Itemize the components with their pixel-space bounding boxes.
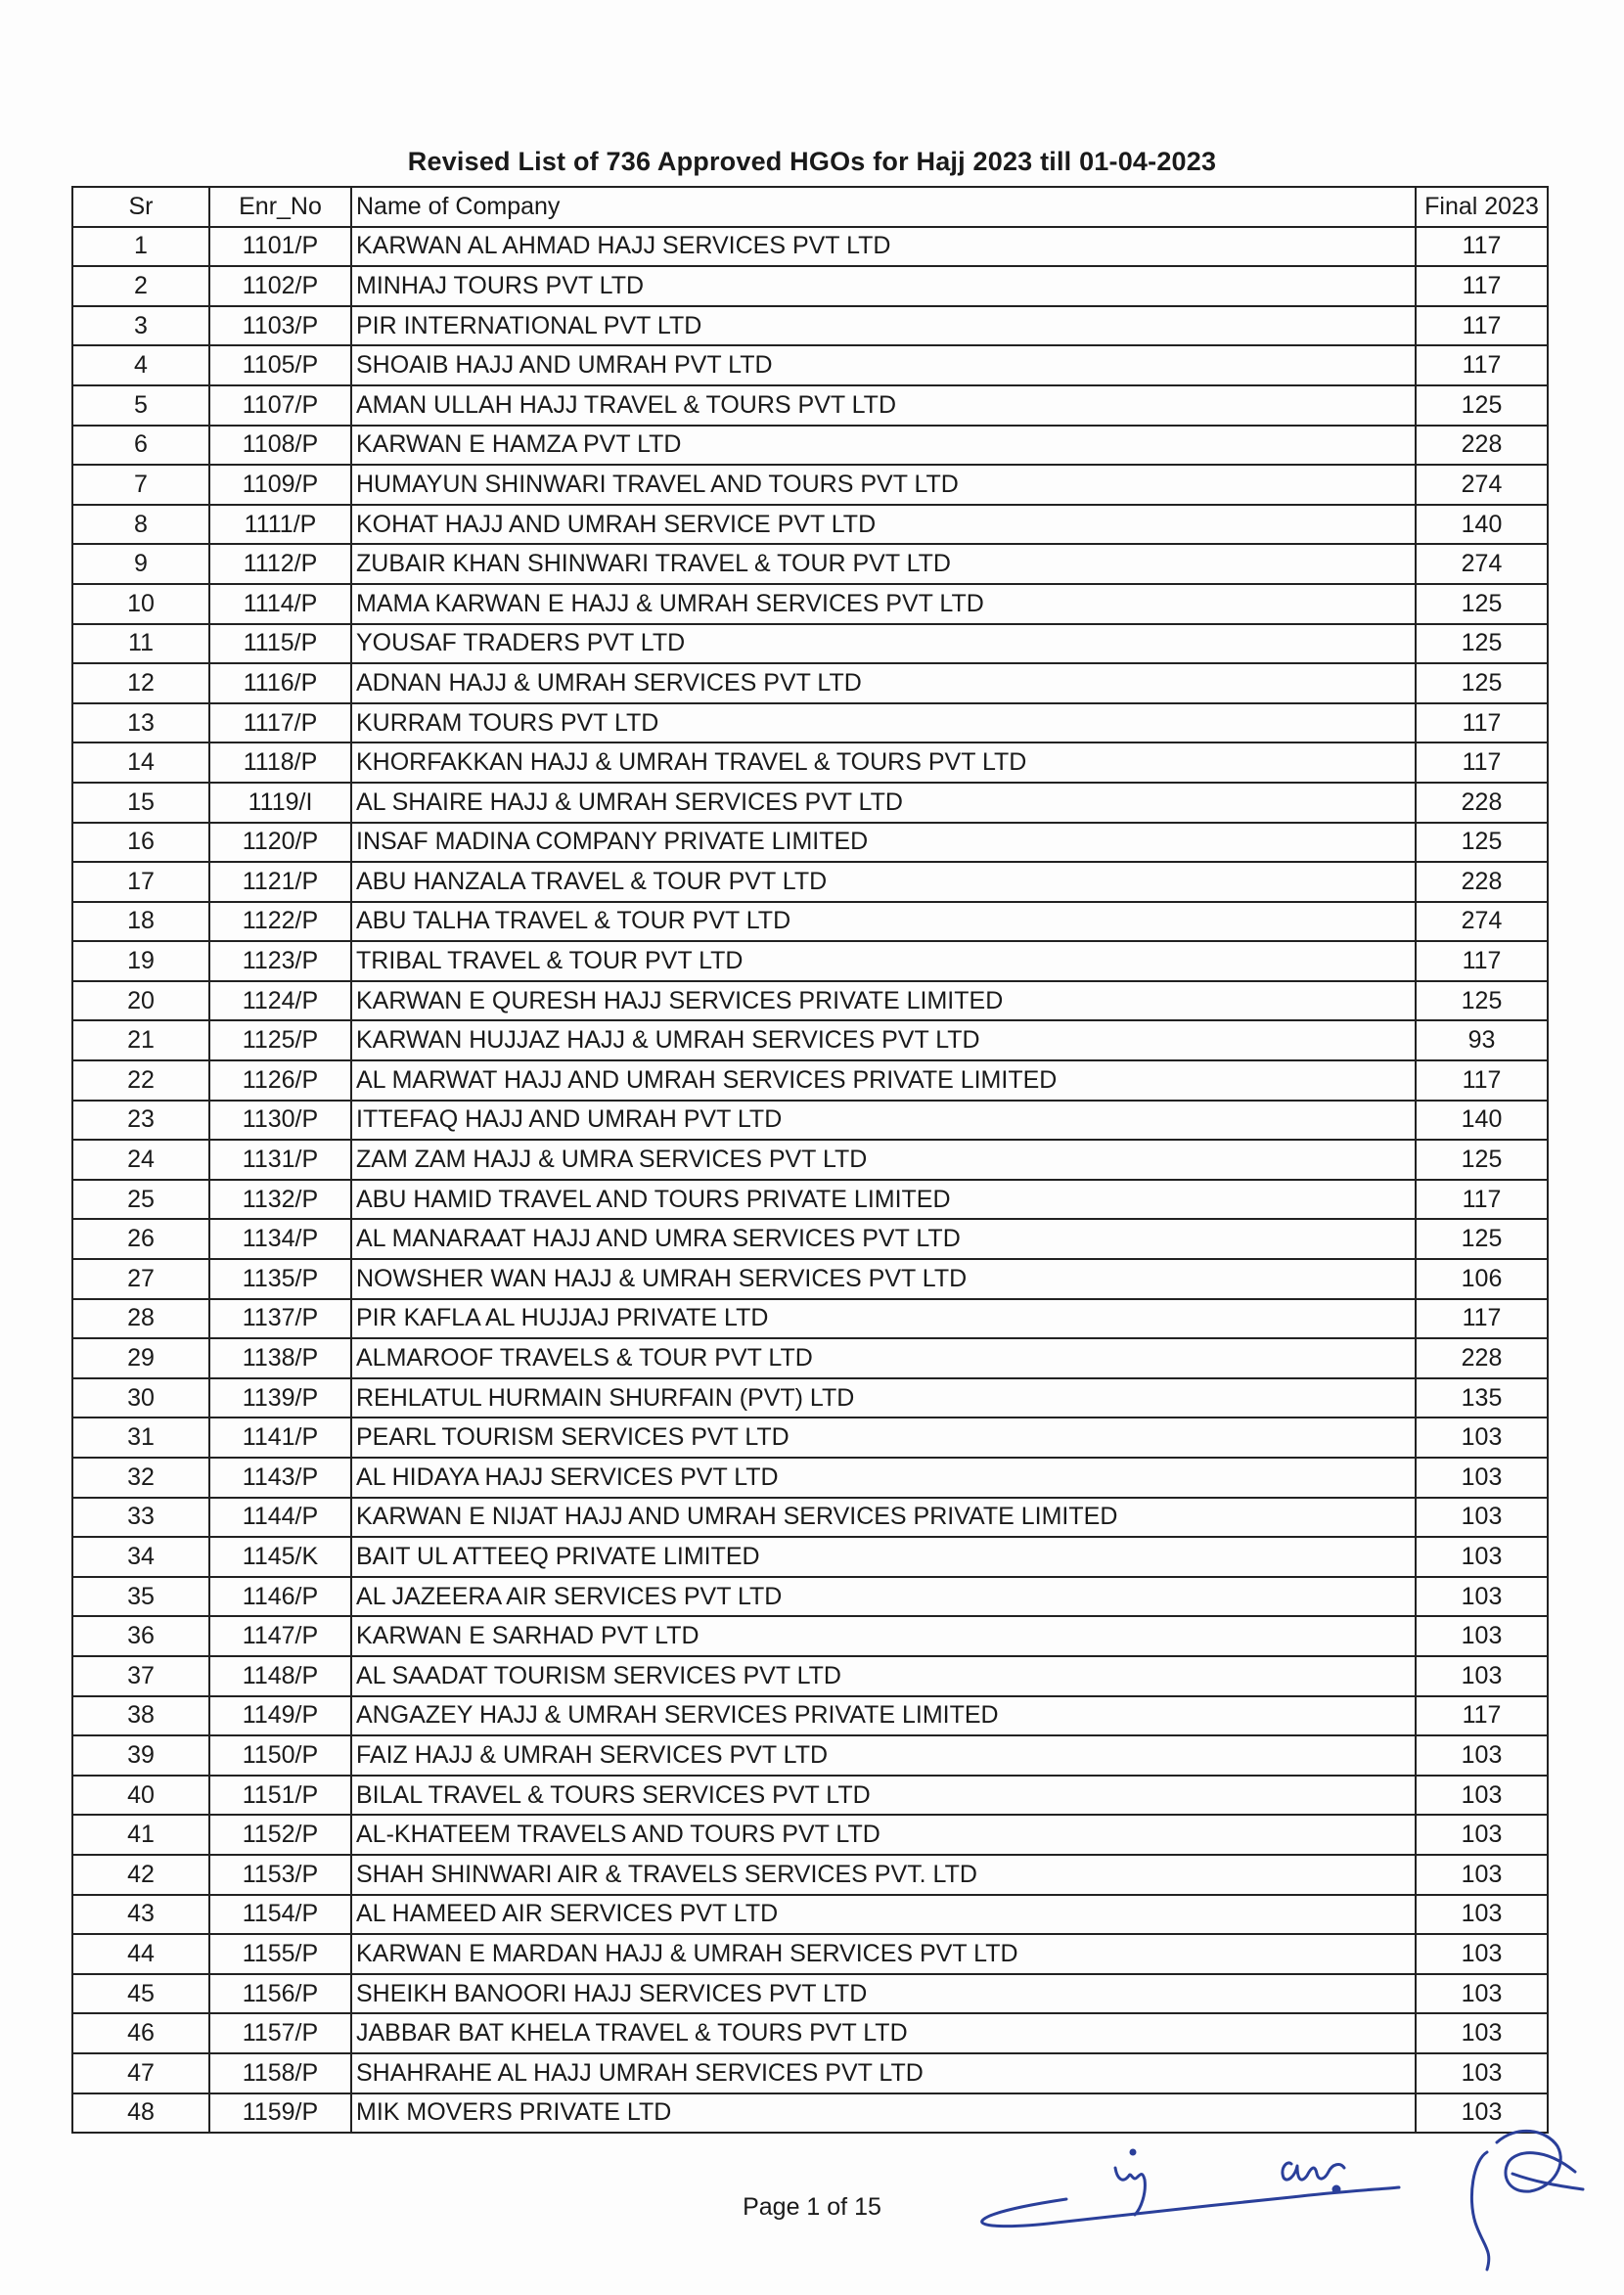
cell-enr-no: 1109/P — [209, 465, 351, 505]
cell-enr-no: 1154/P — [209, 1895, 351, 1935]
cell-company-name: KARWAN AL AHMAD HAJJ SERVICES PVT LTD — [351, 227, 1416, 267]
table-row — [72, 306, 1548, 346]
cell-sr: 38 — [72, 1696, 209, 1736]
cell-company-name: AL MANARAAT HAJJ AND UMRA SERVICES PVT LTD — [351, 1219, 1416, 1259]
column-header-company-name: Name of Company — [351, 187, 1416, 227]
cell-enr-no: 1159/P — [209, 2093, 351, 2134]
cell-enr-no: 1143/P — [209, 1458, 351, 1498]
cell-enr-no: 1103/P — [209, 306, 351, 346]
table-row — [72, 1855, 1548, 1895]
table-row — [72, 1418, 1548, 1458]
table-row — [72, 902, 1548, 942]
signature-stroke — [1471, 2152, 1488, 2270]
cell-sr: 35 — [72, 1577, 209, 1617]
cell-final-2023: 125 — [1416, 981, 1548, 1021]
cell-company-name: AMAN ULLAH HAJJ TRAVEL & TOURS PVT LTD — [351, 385, 1416, 426]
cell-enr-no: 1122/P — [209, 902, 351, 942]
cell-company-name: KARWAN E HAMZA PVT LTD — [351, 426, 1416, 466]
cell-company-name: JABBAR BAT KHELA TRAVEL & TOURS PVT LTD — [351, 2013, 1416, 2053]
cell-company-name: KARWAN E MARDAN HAJJ & UMRAH SERVICES PVT LTD — [351, 1934, 1416, 1974]
table-row — [72, 2053, 1548, 2093]
cell-final-2023: 135 — [1416, 1378, 1548, 1418]
cell-enr-no: 1118/P — [209, 742, 351, 783]
cell-enr-no: 1107/P — [209, 385, 351, 426]
cell-enr-no: 1108/P — [209, 426, 351, 466]
page-number: Page 1 of 15 — [743, 2193, 881, 2221]
cell-final-2023: 228 — [1416, 862, 1548, 902]
table-row — [72, 1537, 1548, 1577]
cell-company-name: KURRAM TOURS PVT LTD — [351, 703, 1416, 743]
cell-company-name: ADNAN HAJJ & UMRAH SERVICES PVT LTD — [351, 663, 1416, 703]
cell-enr-no: 1144/P — [209, 1498, 351, 1538]
cell-sr: 15 — [72, 783, 209, 823]
cell-sr: 47 — [72, 2053, 209, 2093]
cell-company-name: SHAHRAHE AL HAJJ UMRAH SERVICES PVT LTD — [351, 2053, 1416, 2093]
cell-sr: 17 — [72, 862, 209, 902]
table-row — [72, 1934, 1548, 1974]
table-row — [72, 1140, 1548, 1180]
cell-enr-no: 1126/P — [209, 1060, 351, 1101]
column-header-enr-no: Enr_No — [209, 187, 351, 227]
cell-company-name: PEARL TOURISM SERVICES PVT LTD — [351, 1418, 1416, 1458]
cell-enr-no: 1130/P — [209, 1101, 351, 1141]
cell-final-2023: 103 — [1416, 1895, 1548, 1935]
cell-sr: 8 — [72, 505, 209, 545]
cell-company-name: ZAM ZAM HAJJ & UMRA SERVICES PVT LTD — [351, 1140, 1416, 1180]
cell-enr-no: 1139/P — [209, 1378, 351, 1418]
cell-sr: 21 — [72, 1020, 209, 1060]
table-row — [72, 1180, 1548, 1220]
cell-final-2023: 125 — [1416, 663, 1548, 703]
cell-final-2023: 117 — [1416, 941, 1548, 981]
cell-final-2023: 125 — [1416, 1219, 1548, 1259]
cell-company-name: INSAF MADINA COMPANY PRIVATE LIMITED — [351, 823, 1416, 863]
table-row — [72, 823, 1548, 863]
cell-sr: 11 — [72, 624, 209, 664]
cell-final-2023: 117 — [1416, 227, 1548, 267]
cell-final-2023: 125 — [1416, 1140, 1548, 1180]
cell-enr-no: 1149/P — [209, 1696, 351, 1736]
cell-company-name: ZUBAIR KHAN SHINWARI TRAVEL & TOUR PVT LTD — [351, 544, 1416, 584]
cell-sr: 34 — [72, 1537, 209, 1577]
cell-enr-no: 1102/P — [209, 266, 351, 306]
cell-final-2023: 103 — [1416, 1458, 1548, 1498]
cell-enr-no: 1153/P — [209, 1855, 351, 1895]
cell-enr-no: 1115/P — [209, 624, 351, 664]
table-row — [72, 584, 1548, 624]
cell-company-name: AL MARWAT HAJJ AND UMRAH SERVICES PRIVATE LIMITED — [351, 1060, 1416, 1101]
cell-company-name: KARWAN E QURESH HAJJ SERVICES PRIVATE LIMITED — [351, 981, 1416, 1021]
cell-final-2023: 103 — [1416, 1735, 1548, 1776]
table-row — [72, 742, 1548, 783]
cell-final-2023: 103 — [1416, 1616, 1548, 1656]
cell-sr: 46 — [72, 2013, 209, 2053]
cell-company-name: BAIT UL ATTEEQ PRIVATE LIMITED — [351, 1537, 1416, 1577]
cell-enr-no: 1156/P — [209, 1974, 351, 2014]
cell-sr: 48 — [72, 2093, 209, 2134]
table-row — [72, 1219, 1548, 1259]
table-row — [72, 624, 1548, 664]
table-row — [72, 2013, 1548, 2053]
cell-sr: 4 — [72, 345, 209, 385]
cell-company-name: MAMA KARWAN E HAJJ & UMRAH SERVICES PVT LTD — [351, 584, 1416, 624]
table-row — [72, 663, 1548, 703]
cell-final-2023: 125 — [1416, 385, 1548, 426]
cell-sr: 7 — [72, 465, 209, 505]
cell-final-2023: 228 — [1416, 783, 1548, 823]
cell-enr-no: 1117/P — [209, 703, 351, 743]
cell-final-2023: 117 — [1416, 742, 1548, 783]
cell-sr: 20 — [72, 981, 209, 1021]
column-header-final-2023: Final 2023 — [1416, 187, 1548, 227]
cell-sr: 40 — [72, 1776, 209, 1816]
cell-final-2023: 125 — [1416, 624, 1548, 664]
table-row — [72, 862, 1548, 902]
table-row — [72, 981, 1548, 1021]
cell-enr-no: 1124/P — [209, 981, 351, 1021]
cell-final-2023: 103 — [1416, 1815, 1548, 1855]
cell-enr-no: 1123/P — [209, 941, 351, 981]
cell-enr-no: 1125/P — [209, 1020, 351, 1060]
table-row — [72, 505, 1548, 545]
table-row — [72, 465, 1548, 505]
cell-sr: 16 — [72, 823, 209, 863]
cell-company-name: REHLATUL HURMAIN SHURFAIN (PVT) LTD — [351, 1378, 1416, 1418]
cell-sr: 31 — [72, 1418, 209, 1458]
cell-company-name: ABU TALHA TRAVEL & TOUR PVT LTD — [351, 902, 1416, 942]
cell-company-name: KHORFAKKAN HAJJ & UMRAH TRAVEL & TOURS PVT LTD — [351, 742, 1416, 783]
cell-company-name: ANGAZEY HAJJ & UMRAH SERVICES PRIVATE LIMITED — [351, 1696, 1416, 1736]
cell-final-2023: 103 — [1416, 2053, 1548, 2093]
cell-company-name: PIR KAFLA AL HUJJAJ PRIVATE LTD — [351, 1299, 1416, 1339]
cell-final-2023: 228 — [1416, 426, 1548, 466]
table-row — [72, 345, 1548, 385]
cell-final-2023: 103 — [1416, 2093, 1548, 2134]
cell-final-2023: 274 — [1416, 544, 1548, 584]
table-row — [72, 1895, 1548, 1935]
cell-final-2023: 106 — [1416, 1259, 1548, 1299]
cell-sr: 19 — [72, 941, 209, 981]
cell-company-name: BILAL TRAVEL & TOURS SERVICES PVT LTD — [351, 1776, 1416, 1816]
cell-final-2023: 103 — [1416, 1656, 1548, 1696]
cell-company-name: KARWAN E NIJAT HAJJ AND UMRAH SERVICES PRIVATE LIMITED — [351, 1498, 1416, 1538]
cell-enr-no: 1105/P — [209, 345, 351, 385]
cell-sr: 28 — [72, 1299, 209, 1339]
cell-sr: 44 — [72, 1934, 209, 1974]
cell-company-name: NOWSHER WAN HAJJ & UMRAH SERVICES PVT LTD — [351, 1259, 1416, 1299]
cell-final-2023: 103 — [1416, 2013, 1548, 2053]
table-row — [72, 1616, 1548, 1656]
cell-sr: 25 — [72, 1180, 209, 1220]
cell-final-2023: 117 — [1416, 1299, 1548, 1339]
cell-company-name: MIK MOVERS PRIVATE LTD — [351, 2093, 1416, 2134]
cell-final-2023: 140 — [1416, 1101, 1548, 1141]
cell-sr: 33 — [72, 1498, 209, 1538]
table-row — [72, 1338, 1548, 1378]
table-row — [72, 1259, 1548, 1299]
cell-final-2023: 103 — [1416, 1974, 1548, 2014]
cell-sr: 41 — [72, 1815, 209, 1855]
cell-company-name: MINHAJ TOURS PVT LTD — [351, 266, 1416, 306]
cell-sr: 32 — [72, 1458, 209, 1498]
cell-enr-no: 1146/P — [209, 1577, 351, 1617]
cell-enr-no: 1137/P — [209, 1299, 351, 1339]
cell-company-name: SHAH SHINWARI AIR & TRAVELS SERVICES PVT. LTD — [351, 1855, 1416, 1895]
cell-sr: 45 — [72, 1974, 209, 2014]
cell-enr-no: 1138/P — [209, 1338, 351, 1378]
cell-sr: 37 — [72, 1656, 209, 1696]
cell-company-name: KOHAT HAJJ AND UMRAH SERVICE PVT LTD — [351, 505, 1416, 545]
cell-sr: 22 — [72, 1060, 209, 1101]
document-title: Revised List of 736 Approved HGOs for Hajj 2023 till 01-04-2023 — [407, 147, 1217, 176]
table-row — [72, 1299, 1548, 1339]
cell-company-name: ABU HANZALA TRAVEL & TOUR PVT LTD — [351, 862, 1416, 902]
cell-enr-no: 1151/P — [209, 1776, 351, 1816]
table-row — [72, 1060, 1548, 1101]
table-row — [72, 227, 1548, 267]
table-header-row — [72, 187, 1548, 227]
cell-company-name: KARWAN E SARHAD PVT LTD — [351, 1616, 1416, 1656]
cell-final-2023: 117 — [1416, 703, 1548, 743]
table-row — [72, 544, 1548, 584]
table-row — [72, 1020, 1548, 1060]
table-row — [72, 1735, 1548, 1776]
cell-final-2023: 117 — [1416, 306, 1548, 346]
cell-final-2023: 228 — [1416, 1338, 1548, 1378]
cell-sr: 5 — [72, 385, 209, 426]
cell-sr: 10 — [72, 584, 209, 624]
cell-final-2023: 103 — [1416, 1934, 1548, 1974]
cell-enr-no: 1145/K — [209, 1537, 351, 1577]
cell-company-name: ALMAROOF TRAVELS & TOUR PVT LTD — [351, 1338, 1416, 1378]
table-row — [72, 426, 1548, 466]
cell-company-name: PIR INTERNATIONAL PVT LTD — [351, 306, 1416, 346]
cell-sr: 13 — [72, 703, 209, 743]
table-row — [72, 703, 1548, 743]
cell-enr-no: 1150/P — [209, 1735, 351, 1776]
cell-enr-no: 1116/P — [209, 663, 351, 703]
cell-enr-no: 1134/P — [209, 1219, 351, 1259]
table-row — [72, 1498, 1548, 1538]
cell-company-name: AL JAZEERA AIR SERVICES PVT LTD — [351, 1577, 1416, 1617]
table-row — [72, 266, 1548, 306]
cell-company-name: AL HAMEED AIR SERVICES PVT LTD — [351, 1895, 1416, 1935]
cell-enr-no: 1111/P — [209, 505, 351, 545]
cell-company-name: AL SAADAT TOURISM SERVICES PVT LTD — [351, 1656, 1416, 1696]
cell-final-2023: 103 — [1416, 1776, 1548, 1816]
table-row — [72, 941, 1548, 981]
cell-final-2023: 103 — [1416, 1418, 1548, 1458]
cell-sr: 43 — [72, 1895, 209, 1935]
cell-enr-no: 1158/P — [209, 2053, 351, 2093]
table-row — [72, 1458, 1548, 1498]
cell-sr: 23 — [72, 1101, 209, 1141]
cell-enr-no: 1112/P — [209, 544, 351, 584]
table-row — [72, 783, 1548, 823]
table-row — [72, 1815, 1548, 1855]
cell-company-name: KARWAN HUJJAZ HAJJ & UMRAH SERVICES PVT LTD — [351, 1020, 1416, 1060]
cell-final-2023: 103 — [1416, 1855, 1548, 1895]
table-row — [72, 385, 1548, 426]
column-header-sr: Sr — [72, 187, 209, 227]
cell-company-name: AL-KHATEEM TRAVELS AND TOURS PVT LTD — [351, 1815, 1416, 1855]
cell-enr-no: 1114/P — [209, 584, 351, 624]
cell-enr-no: 1101/P — [209, 227, 351, 267]
cell-sr: 9 — [72, 544, 209, 584]
cell-company-name: YOUSAF TRADERS PVT LTD — [351, 624, 1416, 664]
cell-final-2023: 125 — [1416, 823, 1548, 863]
cell-sr: 2 — [72, 266, 209, 306]
cell-enr-no: 1119/I — [209, 783, 351, 823]
cell-enr-no: 1152/P — [209, 1815, 351, 1855]
cell-company-name: ABU HAMID TRAVEL AND TOURS PRIVATE LIMITED — [351, 1180, 1416, 1220]
cell-final-2023: 117 — [1416, 1180, 1548, 1220]
cell-company-name: SHEIKH BANOORI HAJJ SERVICES PVT LTD — [351, 1974, 1416, 2014]
signature-stroke — [1512, 2174, 1583, 2189]
cell-enr-no: 1155/P — [209, 1934, 351, 1974]
cell-sr: 27 — [72, 1259, 209, 1299]
table-row — [72, 1101, 1548, 1141]
table-row — [72, 1776, 1548, 1816]
cell-sr: 6 — [72, 426, 209, 466]
cell-enr-no: 1141/P — [209, 1418, 351, 1458]
cell-final-2023: 103 — [1416, 1577, 1548, 1617]
cell-enr-no: 1131/P — [209, 1140, 351, 1180]
cell-sr: 18 — [72, 902, 209, 942]
cell-company-name: AL HIDAYA HAJJ SERVICES PVT LTD — [351, 1458, 1416, 1498]
cell-final-2023: 274 — [1416, 465, 1548, 505]
table-row — [72, 1378, 1548, 1418]
cell-final-2023: 93 — [1416, 1020, 1548, 1060]
cell-company-name: AL SHAIRE HAJJ & UMRAH SERVICES PVT LTD — [351, 783, 1416, 823]
cell-final-2023: 274 — [1416, 902, 1548, 942]
table-row — [72, 1696, 1548, 1736]
table-row — [72, 1656, 1548, 1696]
cell-company-name: SHOAIB HAJJ AND UMRAH PVT LTD — [351, 345, 1416, 385]
cell-sr: 26 — [72, 1219, 209, 1259]
signature-stroke — [1283, 2163, 1344, 2180]
cell-sr: 42 — [72, 1855, 209, 1895]
cell-final-2023: 117 — [1416, 345, 1548, 385]
hgo-table — [71, 186, 1549, 2134]
cell-final-2023: 125 — [1416, 584, 1548, 624]
cell-sr: 39 — [72, 1735, 209, 1776]
table-row — [72, 1974, 1548, 2014]
cell-final-2023: 117 — [1416, 266, 1548, 306]
cell-final-2023: 103 — [1416, 1537, 1548, 1577]
cell-enr-no: 1148/P — [209, 1656, 351, 1696]
cell-company-name: FAIZ HAJJ & UMRAH SERVICES PVT LTD — [351, 1735, 1416, 1776]
cell-final-2023: 103 — [1416, 1498, 1548, 1538]
cell-sr: 14 — [72, 742, 209, 783]
signature-image — [969, 2103, 1595, 2279]
cell-enr-no: 1157/P — [209, 2013, 351, 2053]
table-row — [72, 1577, 1548, 1617]
cell-final-2023: 117 — [1416, 1696, 1548, 1736]
cell-company-name: HUMAYUN SHINWARI TRAVEL AND TOURS PVT LTD — [351, 465, 1416, 505]
cell-sr: 24 — [72, 1140, 209, 1180]
cell-enr-no: 1120/P — [209, 823, 351, 863]
cell-enr-no: 1121/P — [209, 862, 351, 902]
cell-sr: 12 — [72, 663, 209, 703]
signature-dot — [1131, 2150, 1135, 2154]
cell-final-2023: 117 — [1416, 1060, 1548, 1101]
cell-company-name: TRIBAL TRAVEL & TOUR PVT LTD — [351, 941, 1416, 981]
cell-final-2023: 140 — [1416, 505, 1548, 545]
cell-sr: 30 — [72, 1378, 209, 1418]
cell-enr-no: 1132/P — [209, 1180, 351, 1220]
signature-dot — [1333, 2186, 1339, 2192]
cell-sr: 36 — [72, 1616, 209, 1656]
cell-company-name: ITTEFAQ HAJJ AND UMRAH PVT LTD — [351, 1101, 1416, 1141]
signature-stroke — [1497, 2131, 1575, 2191]
table-body — [72, 227, 1548, 2134]
cell-sr: 29 — [72, 1338, 209, 1378]
cell-sr: 3 — [72, 306, 209, 346]
cell-enr-no: 1135/P — [209, 1259, 351, 1299]
signature-stroke — [1115, 2168, 1145, 2215]
cell-enr-no: 1147/P — [209, 1616, 351, 1656]
cell-sr: 1 — [72, 227, 209, 267]
